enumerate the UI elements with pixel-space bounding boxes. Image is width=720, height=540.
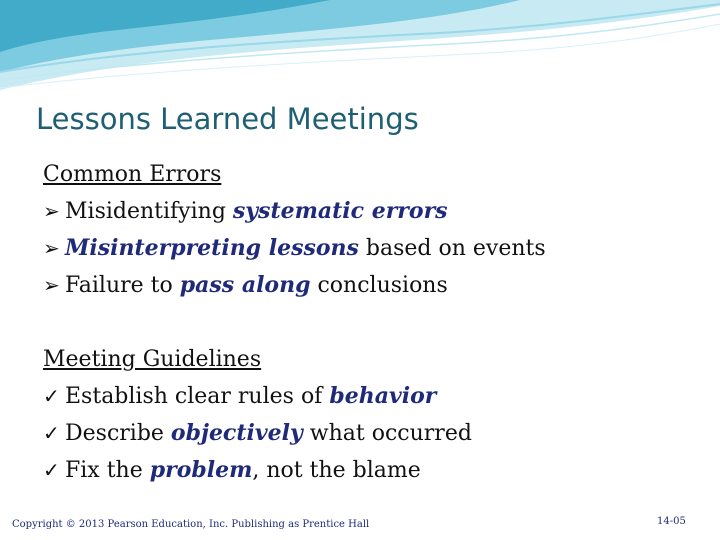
slide-body (43, 156, 546, 489)
arrow-bullet-icon: ➢ (43, 236, 60, 260)
list-item: ➢ Misidentifying systematic errors (43, 193, 546, 230)
checkmark-bullet-icon: ✓ (43, 384, 60, 408)
arrow-bullet-icon: ➢ (43, 273, 60, 297)
decorative-wave-banner (0, 0, 720, 110)
page-number: 14-05 (657, 516, 686, 527)
list-item: ➢ Failure to pass along conclusions (43, 267, 546, 304)
list-item: ✓ Describe objectively what occurred (43, 415, 546, 452)
list-item: ➢ Misinterpreting lessons based on events (43, 230, 546, 267)
arrow-bullet-icon: ➢ (43, 199, 60, 223)
checkmark-bullet-icon: ✓ (43, 421, 60, 445)
section-heading-common-errors: Common Errors (43, 162, 222, 187)
checkmark-bullet-icon: ✓ (43, 458, 60, 482)
slide-title: Lessons Learned Meetings (36, 102, 419, 136)
copyright-footer: Copyright © 2013 Pearson Education, Inc. Publishing as Prentice Hall (12, 519, 370, 530)
section-heading-meeting-guidelines: Meeting Guidelines (43, 347, 262, 372)
list-item: ✓ Fix the problem, not the blame (43, 452, 546, 489)
list-item: ✓ Establish clear rules of behavior (43, 378, 546, 415)
